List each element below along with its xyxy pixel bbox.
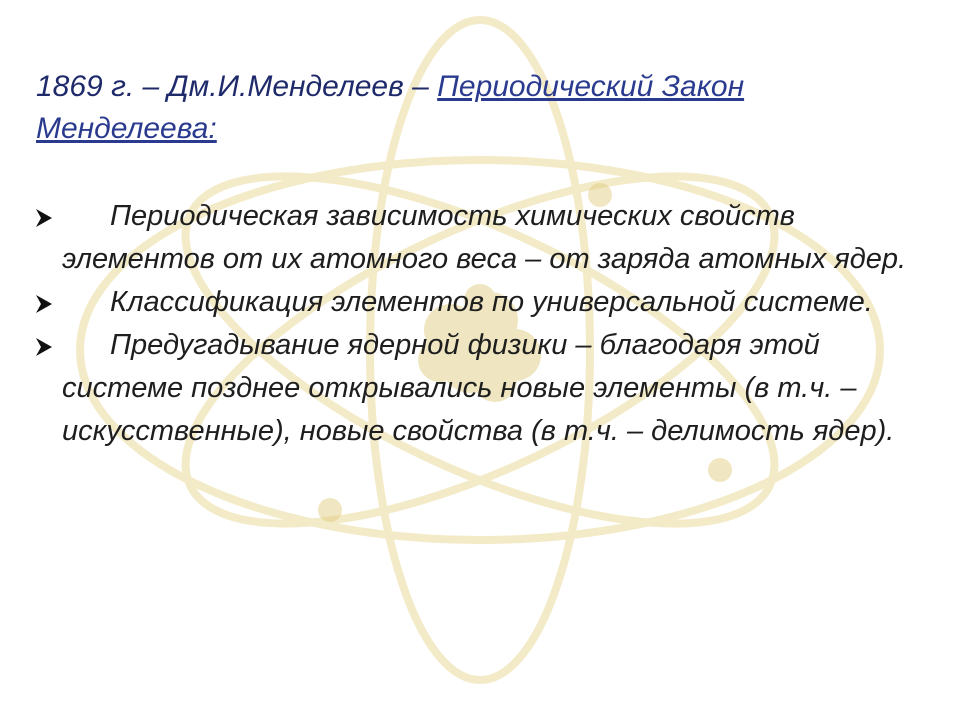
bullet-text: Классификация элементов по универсальной системе. bbox=[110, 286, 873, 318]
arrow-bullet-icon bbox=[34, 336, 54, 358]
arrow-bullet-icon bbox=[34, 207, 54, 229]
bullet-list bbox=[0, 195, 960, 453]
bullet-text: Предугадывание ядерной физики – благодаря этой системе позднее открывались новые элементы (в т.ч. – искусственные), новые свойства (в т.ч. – делимость ядер). bbox=[62, 329, 895, 447]
slide-heading bbox=[36, 66, 916, 150]
list-item bbox=[0, 281, 960, 324]
bullet-text: Периодическая зависимость химических свойств элементов от их атомного веса – от заряда атомных ядер. bbox=[62, 200, 907, 275]
heading-link[interactable]: Периодический Закон Менделеева: bbox=[36, 70, 745, 145]
heading-prefix: 1869 г. – Дм.И.Менделеев – bbox=[36, 70, 438, 103]
list-item bbox=[0, 195, 960, 281]
list-item bbox=[0, 324, 960, 453]
arrow-bullet-icon bbox=[34, 293, 54, 315]
